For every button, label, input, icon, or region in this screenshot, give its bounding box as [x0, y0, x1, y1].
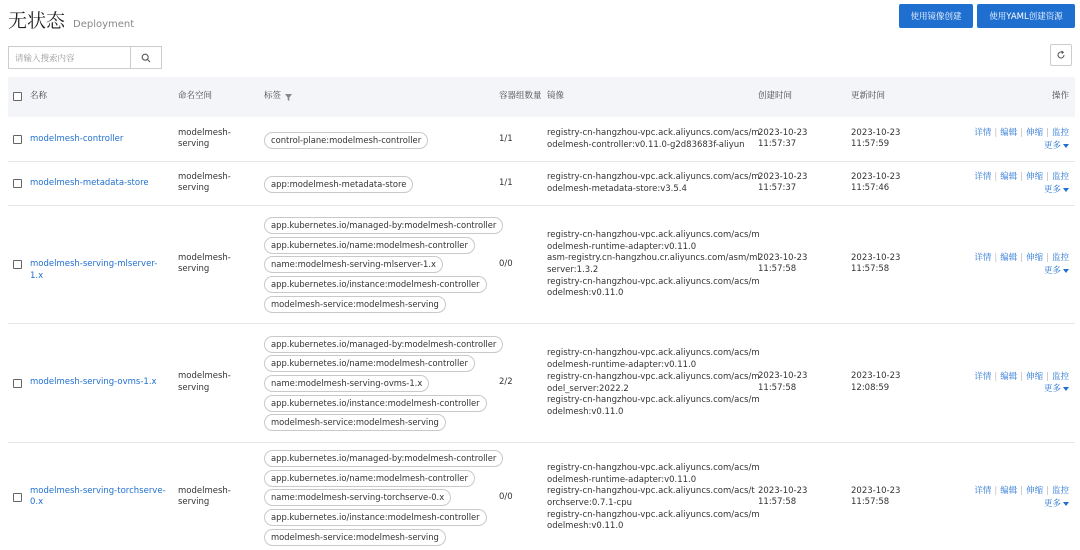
action-separator: | — [994, 486, 998, 497]
edit-link[interactable]: 编辑 — [1000, 128, 1018, 139]
table-row — [8, 206, 1075, 324]
scale-link[interactable]: 伸缩 — [1026, 172, 1044, 183]
search-icon — [141, 53, 151, 63]
more-actions-dropdown[interactable]: 更多 — [1044, 140, 1069, 152]
page-subtitle: Deployment — [73, 19, 135, 30]
label-tag: modelmesh-service:modelmesh-serving — [264, 296, 446, 313]
updated-time: 2023-10-23 11:57:58 — [851, 252, 901, 275]
column-header-created: 创建时间 — [758, 91, 793, 102]
namespace-cell: modelmesh- serving — [178, 485, 231, 508]
detail-link[interactable]: 详情 — [974, 371, 992, 382]
deployment-name-link[interactable]: modelmesh-controller — [30, 133, 124, 144]
updated-time: 2023-10-23 12:08:59 — [851, 371, 901, 393]
updated-time: 2023-10-23 11:57:59 — [851, 127, 901, 150]
row-checkbox[interactable] — [13, 260, 22, 269]
namespace-cell: modelmesh- serving — [178, 252, 231, 275]
detail-link[interactable]: 详情 — [974, 253, 992, 264]
detail-link[interactable]: 详情 — [974, 172, 992, 183]
scale-link[interactable]: 伸缩 — [1026, 128, 1044, 139]
label-tag: app.kubernetes.io/managed-by:modelmesh-controller — [264, 450, 503, 467]
namespace-cell: modelmesh- serving — [178, 127, 231, 150]
monitor-link[interactable]: 监控 — [1051, 371, 1069, 382]
label-tag: app.kubernetes.io/name:modelmesh-controller — [264, 237, 475, 254]
table-row — [8, 324, 1075, 443]
image-cell: registry-cn-hangzhou-vpc.ack.aliyuncs.com/acs/m odelmesh-metadata-store:v3.5.4 — [547, 172, 760, 195]
monitor-link[interactable]: 监控 — [1051, 486, 1069, 497]
labels-cell — [264, 176, 413, 193]
action-separator: | — [1020, 371, 1024, 382]
caret-down-icon — [1063, 502, 1069, 506]
pod-count: 1/1 — [499, 177, 513, 188]
label-tag: app.kubernetes.io/managed-by:modelmesh-controller — [264, 336, 503, 353]
deployment-name-link[interactable]: modelmesh-serving-ovms-1.x — [30, 377, 157, 388]
detail-link[interactable]: 详情 — [974, 128, 992, 139]
monitor-link[interactable]: 监控 — [1051, 253, 1069, 264]
deployment-name-link[interactable]: modelmesh-serving-torchserve- 0.x — [30, 485, 166, 508]
row-actions — [962, 252, 1072, 277]
action-separator: | — [1020, 253, 1024, 264]
page-title: 无状态 — [8, 10, 66, 32]
more-actions-dropdown[interactable]: 更多 — [1044, 265, 1069, 277]
edit-link[interactable]: 编辑 — [1000, 253, 1018, 264]
page-header — [8, 6, 134, 34]
refresh-button[interactable] — [1050, 44, 1072, 66]
create-from-yaml-button[interactable]: 使用YAML创建资源 — [977, 4, 1075, 28]
label-tag: app.kubernetes.io/managed-by:modelmesh-controller — [264, 217, 503, 234]
pod-count: 0/0 — [499, 258, 513, 269]
row-checkbox[interactable] — [13, 379, 22, 388]
search-input[interactable]: 请输入搜索内容 — [8, 46, 130, 69]
caret-down-icon — [1063, 144, 1069, 148]
row-checkbox[interactable] — [13, 493, 22, 502]
table-row — [8, 118, 1075, 162]
column-header-pods: 容器组数量 — [499, 91, 542, 102]
more-actions-dropdown[interactable]: 更多 — [1044, 383, 1069, 395]
row-checkbox[interactable] — [13, 179, 22, 188]
label-tag: app.kubernetes.io/instance:modelmesh-controller — [264, 509, 487, 526]
labels-header-text: 标签 — [264, 91, 282, 102]
row-checkbox[interactable] — [13, 135, 22, 144]
action-separator: | — [994, 371, 998, 382]
labels-cell — [264, 217, 503, 313]
row-actions — [962, 127, 1072, 152]
refresh-icon — [1056, 50, 1066, 60]
monitor-link[interactable]: 监控 — [1051, 128, 1069, 139]
caret-down-icon — [1063, 188, 1069, 192]
action-separator: | — [1046, 371, 1049, 382]
updated-time: 2023-10-23 11:57:46 — [851, 171, 901, 194]
action-separator: | — [1020, 486, 1024, 497]
column-header-image: 镜像 — [547, 91, 565, 102]
table-row — [8, 162, 1075, 206]
pod-count: 0/0 — [499, 491, 513, 502]
deployment-name-link[interactable]: modelmesh-serving-mlserver-1.x — [30, 258, 158, 281]
action-separator: | — [994, 128, 998, 139]
updated-time: 2023-10-23 11:57:58 — [851, 485, 901, 508]
label-tag: app.kubernetes.io/instance:modelmesh-controller — [264, 276, 487, 293]
action-separator: | — [994, 253, 998, 264]
scale-link[interactable]: 伸缩 — [1026, 486, 1044, 497]
table-header — [8, 77, 1075, 117]
label-tag: modelmesh-service:modelmesh-serving — [264, 414, 446, 431]
caret-down-icon — [1063, 269, 1069, 273]
search-button[interactable] — [130, 46, 162, 69]
more-actions-dropdown[interactable]: 更多 — [1044, 498, 1069, 510]
edit-link[interactable]: 编辑 — [1000, 172, 1018, 183]
column-header-actions: 操作 — [1052, 91, 1070, 102]
select-all-checkbox[interactable] — [13, 92, 22, 101]
labels-cell — [264, 132, 428, 149]
deployment-name-link[interactable]: modelmesh-metadata-store — [30, 177, 149, 188]
scale-link[interactable]: 伸缩 — [1026, 371, 1044, 382]
label-tag: modelmesh-service:modelmesh-serving — [264, 529, 446, 546]
created-time: 2023-10-23 11:57:58 — [758, 371, 808, 393]
pod-count: 1/1 — [499, 133, 513, 144]
label-tag: name:modelmesh-serving-torchserve-0.x — [264, 489, 451, 506]
row-actions — [962, 485, 1072, 510]
action-separator: | — [1046, 253, 1049, 264]
table-row — [8, 443, 1075, 550]
more-actions-dropdown[interactable]: 更多 — [1044, 184, 1069, 196]
image-cell: registry-cn-hangzhou-vpc.ack.aliyuncs.com/acs/m odelmesh-controller:v0.11.0-g2d83683f-aliyun — [547, 128, 760, 151]
row-actions — [962, 371, 1072, 396]
detail-link[interactable]: 详情 — [974, 486, 992, 497]
action-separator: | — [1046, 172, 1049, 183]
image-cell: registry-cn-hangzhou-vpc.ack.aliyuncs.com/acs/m odelmesh-runtime-adapter:v0.11.0 registry-cn-hangzhou-vpc.ack.aliyuncs.com/acs/t orchserve:0.7.1-cpu registry-cn-hangzhou-vpc.ack.aliyuncs.com/acs/m odelmesh:v0.11.0 — [547, 462, 760, 532]
column-header-labels[interactable] — [264, 77, 293, 117]
label-tag: app.kubernetes.io/name:modelmesh-controller — [264, 355, 475, 372]
caret-down-icon — [1063, 387, 1069, 391]
column-header-namespace: 命名空间 — [178, 91, 213, 102]
namespace-cell: modelmesh- serving — [178, 171, 231, 194]
action-separator: | — [1046, 128, 1049, 139]
edit-link[interactable]: 编辑 — [1000, 371, 1018, 382]
label-tag: control-plane:modelmesh-controller — [264, 132, 428, 149]
edit-link[interactable]: 编辑 — [1000, 486, 1018, 497]
action-separator: | — [1020, 128, 1024, 139]
filter-icon[interactable] — [284, 93, 293, 102]
label-tag: app.kubernetes.io/instance:modelmesh-controller — [264, 395, 487, 412]
image-cell: registry-cn-hangzhou-vpc.ack.aliyuncs.com/acs/m odelmesh-runtime-adapter:v0.11.0 asm-registry.cn-hangzhou.cr.aliyuncs.com/asm/ml server:1.3.2 registry-cn-hangzhou-vpc.ack.aliyuncs.com/acs/m odelmesh:v0.11.0 — [547, 229, 760, 299]
label-tag: name:modelmesh-serving-ovms-1.x — [264, 375, 429, 392]
created-time: 2023-10-23 11:57:58 — [758, 252, 808, 275]
labels-cell — [264, 336, 503, 432]
image-cell: registry-cn-hangzhou-vpc.ack.aliyuncs.com/acs/m odelmesh-runtime-adapter:v0.11.0 registry-cn-hangzhou-vpc.ack.aliyuncs.com/acs/m odel_server:2022.2 registry-cn-hangzhou-vpc.ack.aliyuncs.com/acs/m odelmesh:v0.11.0 — [547, 348, 760, 417]
row-actions — [962, 171, 1072, 196]
label-tag: app.kubernetes.io/name:modelmesh-controller — [264, 470, 475, 487]
created-time: 2023-10-23 11:57:58 — [758, 485, 808, 508]
namespace-cell: modelmesh- serving — [178, 371, 231, 393]
column-header-updated: 更新时间 — [851, 91, 886, 102]
column-header-name: 名称 — [30, 91, 48, 102]
action-separator: | — [1020, 172, 1024, 183]
label-tag: name:modelmesh-serving-mlserver-1.x — [264, 256, 443, 273]
create-from-image-button[interactable]: 使用镜像创建 — [899, 4, 973, 28]
created-time: 2023-10-23 11:57:37 — [758, 127, 808, 150]
pod-count: 2/2 — [499, 377, 513, 388]
scale-link[interactable]: 伸缩 — [1026, 253, 1044, 264]
action-separator: | — [1046, 486, 1049, 497]
action-separator: | — [994, 172, 998, 183]
label-tag: app:modelmesh-metadata-store — [264, 176, 413, 193]
labels-cell — [264, 450, 503, 546]
monitor-link[interactable]: 监控 — [1051, 172, 1069, 183]
created-time: 2023-10-23 11:57:37 — [758, 171, 808, 194]
